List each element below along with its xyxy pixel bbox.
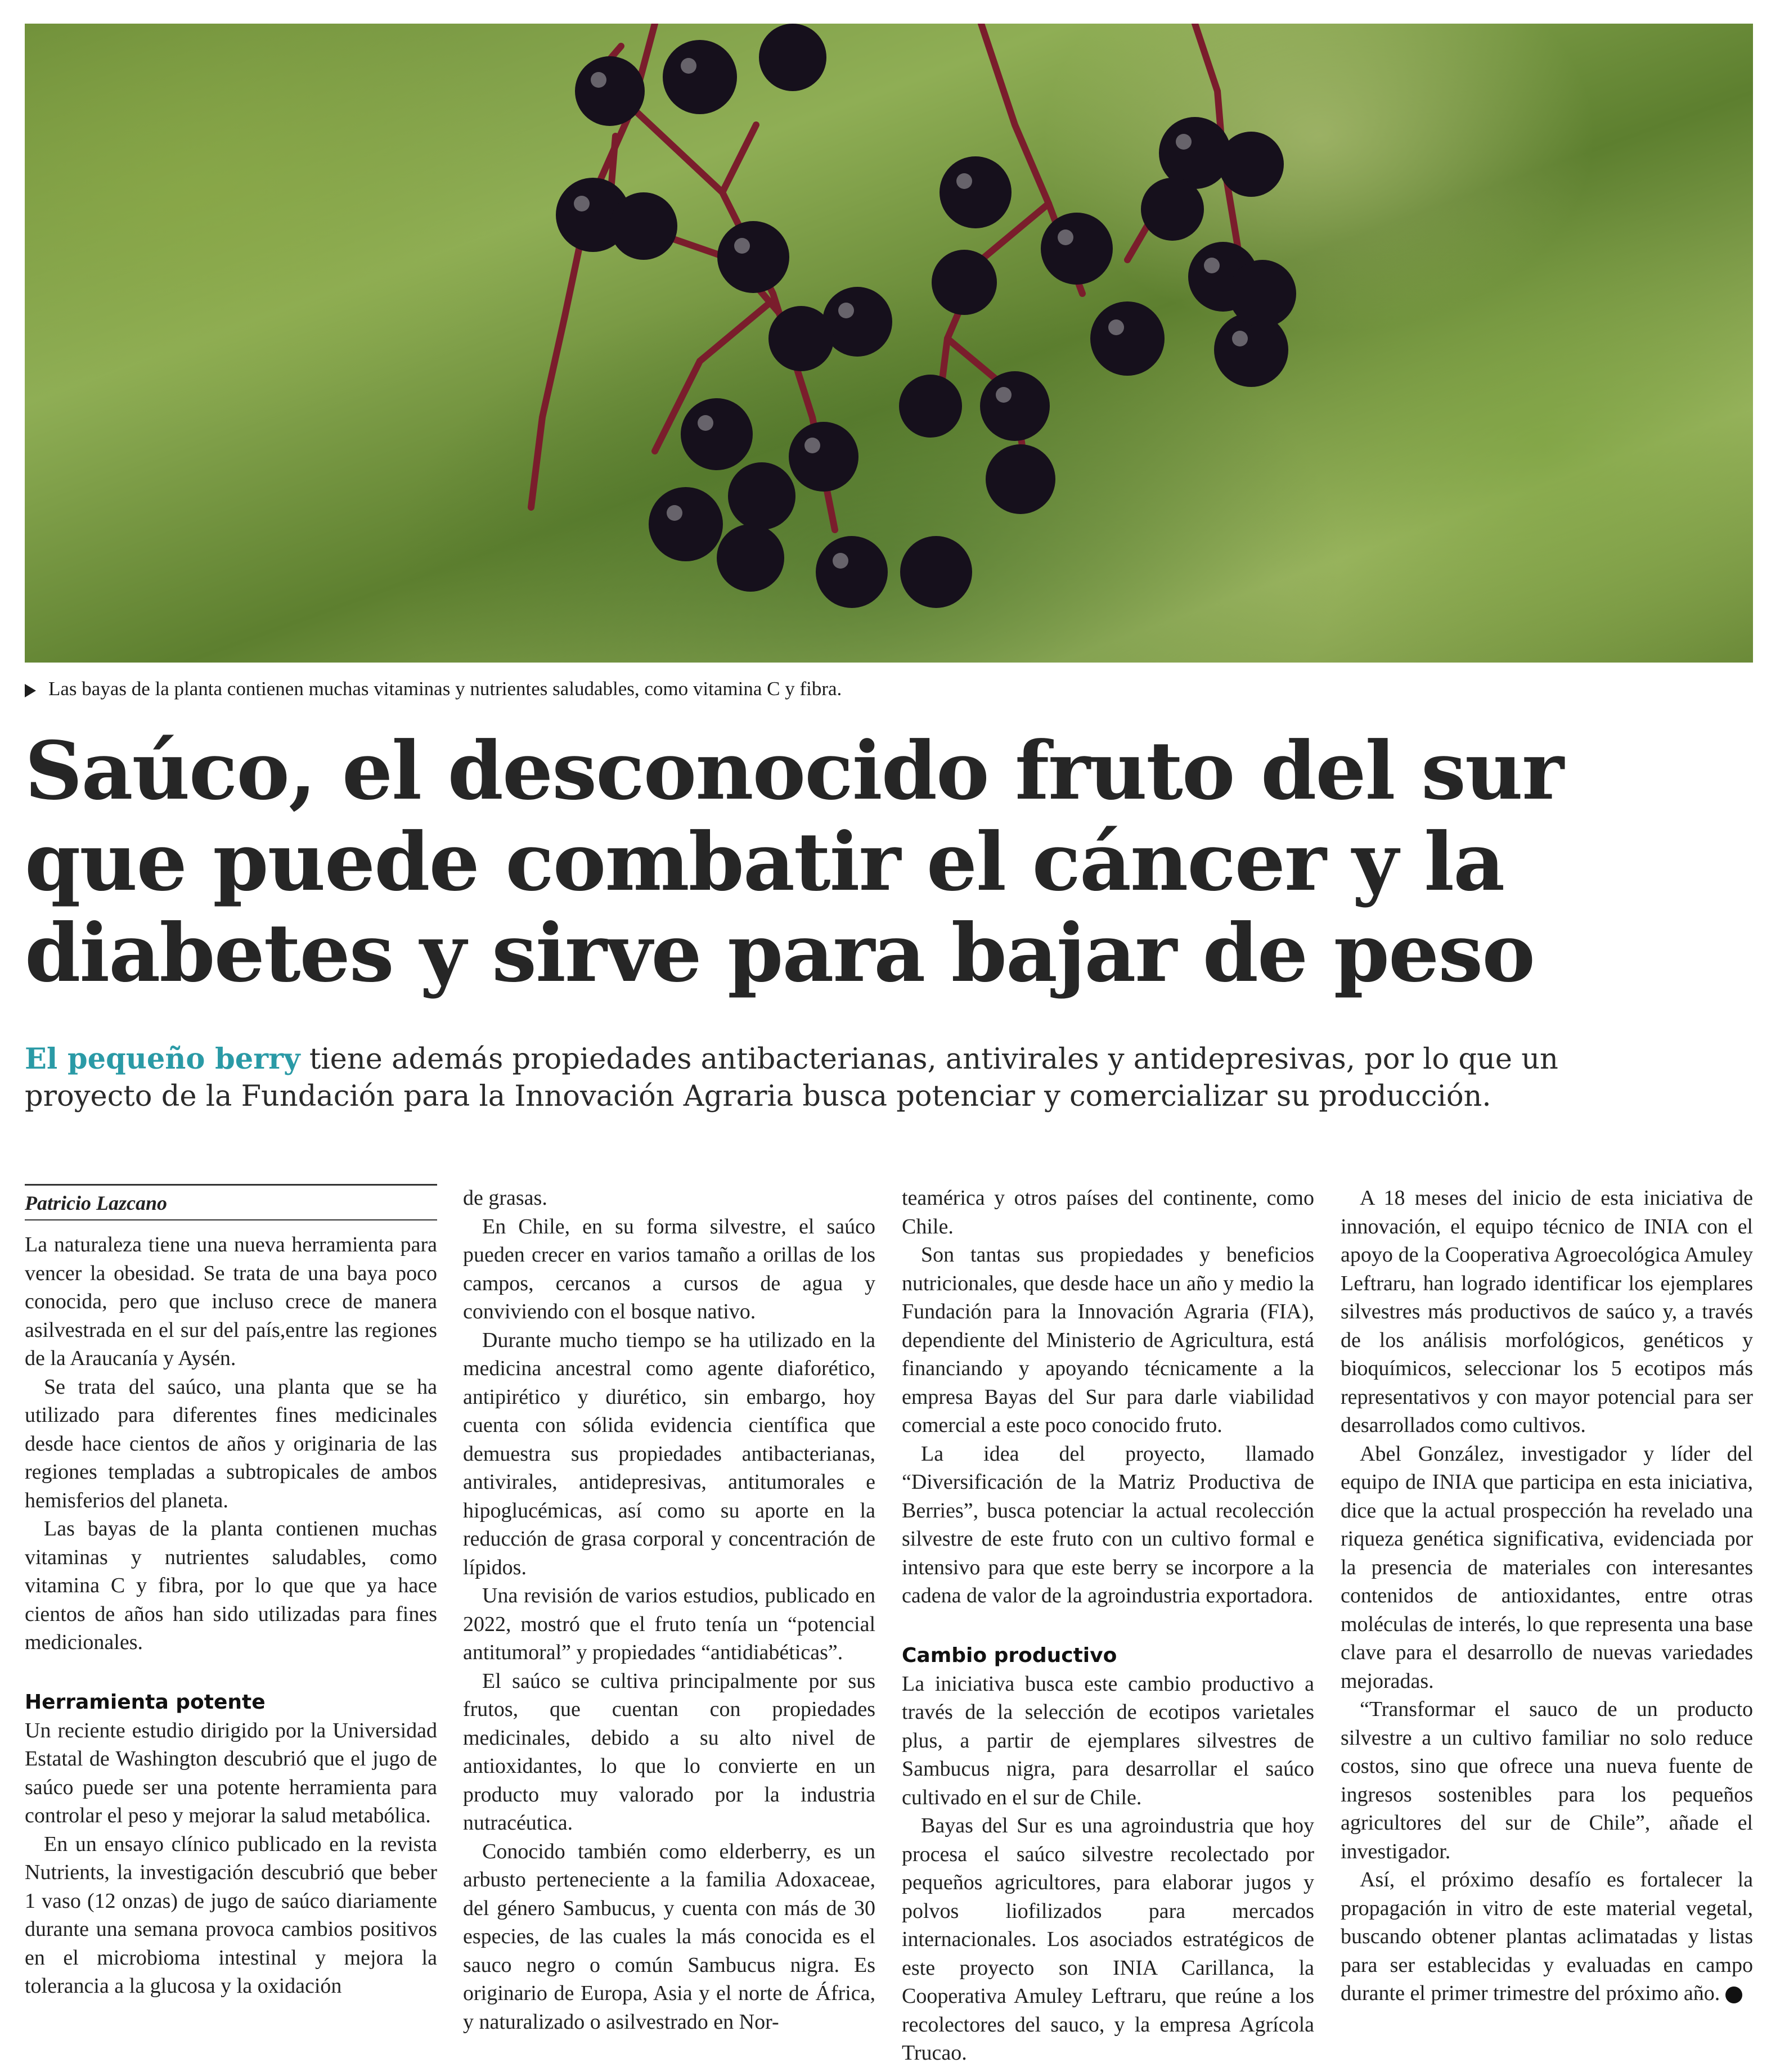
closing-text: Así, el próximo desafío es fortalecer la propagación in vitro de este material vegetal, buscando obtener plantas aclimatadas y listas para ser establecidas y evaluadas en campo durante el primer trimestre del próximo año. (1341, 1868, 1753, 2005)
paragraph: La iniciativa busca este cambio productivo a través de la selección de ecotipos varietales plus, a partir de ejemplares silvestres de Sambucus nigra, para desarrollar el saúco cultivado en el sur de Chile. (902, 1672, 1314, 1809)
paragraph: En Chile, en su forma silvestre, el saúco pueden crecer en varios tamaño a orillas de los campos, cercanos a cursos de agua y conviviendo con el bosque nativo. (463, 1214, 875, 1323)
paragraph: Las bayas de la planta contienen muchas vitaminas y nutrientes saludables, como vitamina C y fibra, por lo que que ya hace cientos de años han sido utilizadas para fines medicionales. (25, 1517, 437, 1654)
subheading: Cambio productivo (902, 1643, 1117, 1667)
headline-line-1: Saúco, el desconocido fruto del sur (25, 724, 1563, 818)
column-2 (463, 1184, 875, 2036)
end-mark-icon (1725, 1987, 1742, 2003)
standfirst (25, 1040, 1753, 1115)
paragraph: El saúco se cultiva principalmente por sus frutos, que cuentan con propiedades medicinales, debido a su alto nivel de antioxidantes, lo que lo convierte en un producto muy valorado por la industria nutracéutica. (463, 1669, 875, 1835)
paragraph: Son tantas sus propiedades y beneficios nutricionales, que desde hace un año y medio la Fundación para la Innovación Agraria (FIA), dependiente del Ministerio de Agricultura, está financiando y apoyando técnicamente a la empresa Bayas del Sur para darle viabilidad comercial a este poco conocido fruto. (902, 1243, 1314, 1437)
paragraph: “Transformar el sauco de un producto silvestre a un cultivo familiar no solo reduce costos, sino que ofrece una nueva fuente de ingresos sostenibles para los pequeños agricultores del sur de Chile”, añade el investigador. (1341, 1697, 1753, 1863)
standfirst-kicker: El pequeño berry (25, 1042, 300, 1076)
headline-line-3: diabetes y sirve para bajar de peso (25, 907, 1534, 1000)
column-3 (902, 1184, 1314, 2068)
paragraph: La idea del proyecto, llamado “Diversificación de la Matriz Productiva de Berries”, busca potenciar la actual recolección silvestre de este fruto con un cultivo formal e intensivo para que este berry se incorpore a la cadena de valor de la agroindustria exportadora. (902, 1442, 1314, 1607)
column-1 (25, 1184, 437, 2001)
paragraph: La naturaleza tiene una nueva herramienta para vencer la obesidad. Se trata de una baya poco conocida, pero que incluso crece de manera asilvestrada en el sur del país,entre las regiones de la Araucanía y Aysén. (25, 1233, 437, 1370)
column-4 (1341, 1184, 1753, 2008)
paragraph: Conocido también como elderberry, es un arbusto perteneciente a la familia Adoxaceae, del género Sambucus, y cuenta con más de 30 especies, de las cuales la más conocida es el sauco negro o común Sambucus nigra. Es originario de Europa, Asia y el norte de África, y naturalizado o asilvestrado en Nor- (463, 1839, 875, 2034)
paragraph: Abel González, investigador y líder del equipo de INIA que participa en esta iniciativa, dice que la actual prospección ha revelado una riqueza genética significativa, evidenciada por la presencia de materiales con interesantes contenidos de antioxidantes, entre otras moléculas de interés, lo que representa una base clave para el desarrollo de nuevas variedades mejoradas. (1341, 1442, 1753, 1693)
caption-triangle-icon (25, 684, 36, 697)
paragraph: teamérica y otros países del continente, como Chile. (902, 1186, 1314, 1238)
paragraph: Se trata del saúco, una planta que se ha utilizado para diferentes fines medicinales desde hace cientos de años y originaria de las regiones templadas a subtropicales de ambos hemisferios del planeta. (25, 1375, 437, 1512)
subheading: Herramienta potente (25, 1690, 266, 1714)
paragraph: de grasas. (463, 1186, 547, 1210)
paragraph: Durante mucho tiempo se ha utilizado en la medicina ancestral como agente diaforético, antipirético y diurético, sin embargo, hoy cuenta con sólida evidencia científica que demuestra sus propiedades antibacterianas, antivirales, antidepresivas, antitumorales e hipoglucémicas, así como su aporte en la reducción de grasa corporal y concentración de lípidos. (463, 1328, 875, 1579)
caption-text: Las bayas de la planta contienen muchas vitaminas y nutrientes saludables, como vitamina C y fibra. (48, 678, 842, 700)
byline: Patricio Lazcano (25, 1184, 437, 1220)
standfirst-line-2: proyecto de la Fundación para la Innovación Agraria busca potenciar y comercializar su producción. (25, 1080, 1491, 1113)
paragraph: A 18 meses del inicio de esta iniciativa de innovación, el equipo técnico de INIA con el apoyo de la Cooperativa Agroecológica Amuley Leftraru, han logrado identificar los ejemplares silvestres más productivos de saúco y, a través de los análisis morfológicos, genéticos y bioquímicos, seleccionar los 5 ecotipos más representativos y con mayor potencial para ser desarrollados como cultivos. (1341, 1186, 1753, 1437)
standfirst-line-1: tiene además propiedades antibacterianas, antivirales y antidepresivas, por lo que un (300, 1043, 1558, 1076)
article-photo (25, 24, 1753, 663)
paragraph: Una revisión de varios estudios, publicado en 2022, mostró que el fruto tenía un “potencial antitumoral” y propiedades “antidiabéticas”. (463, 1584, 875, 1664)
headline-line-2: que puede combatir el cáncer y la (25, 816, 1504, 909)
photo-caption (25, 675, 1753, 703)
headline (25, 726, 1753, 999)
paragraph: Un reciente estudio dirigido por la Universidad Estatal de Washington descubrió que el jugo de saúco puede ser una potente herramienta para controlar el peso y mejorar la salud metabólica. (25, 1718, 437, 1827)
paragraph: Bayas del Sur es una agroindustria que hoy procesa el saúco silvestre recolectado por pequeños agricultores, para elaborar jugos y polvos liofilizados para mercados internacionales. Los asociados estratégicos de este proyecto son INIA Carillanca, la Cooperativa Amuley Leftraru, que reúne a los recolectores del sauco, y la empresa Agrícola Trucao. (902, 1814, 1314, 2065)
elderberry-cluster-photo (25, 24, 1753, 663)
paragraph (1341, 1866, 1753, 2008)
paragraph: En un ensayo clínico publicado en la revista Nutrients, la investigación descubrió que beber 1 vaso (12 onzas) de jugo de saúco diariamente durante una semana provoca cambios positivos en el microbioma intestinal y mejora la tolerancia a la glucosa y la oxidación (25, 1832, 437, 1998)
